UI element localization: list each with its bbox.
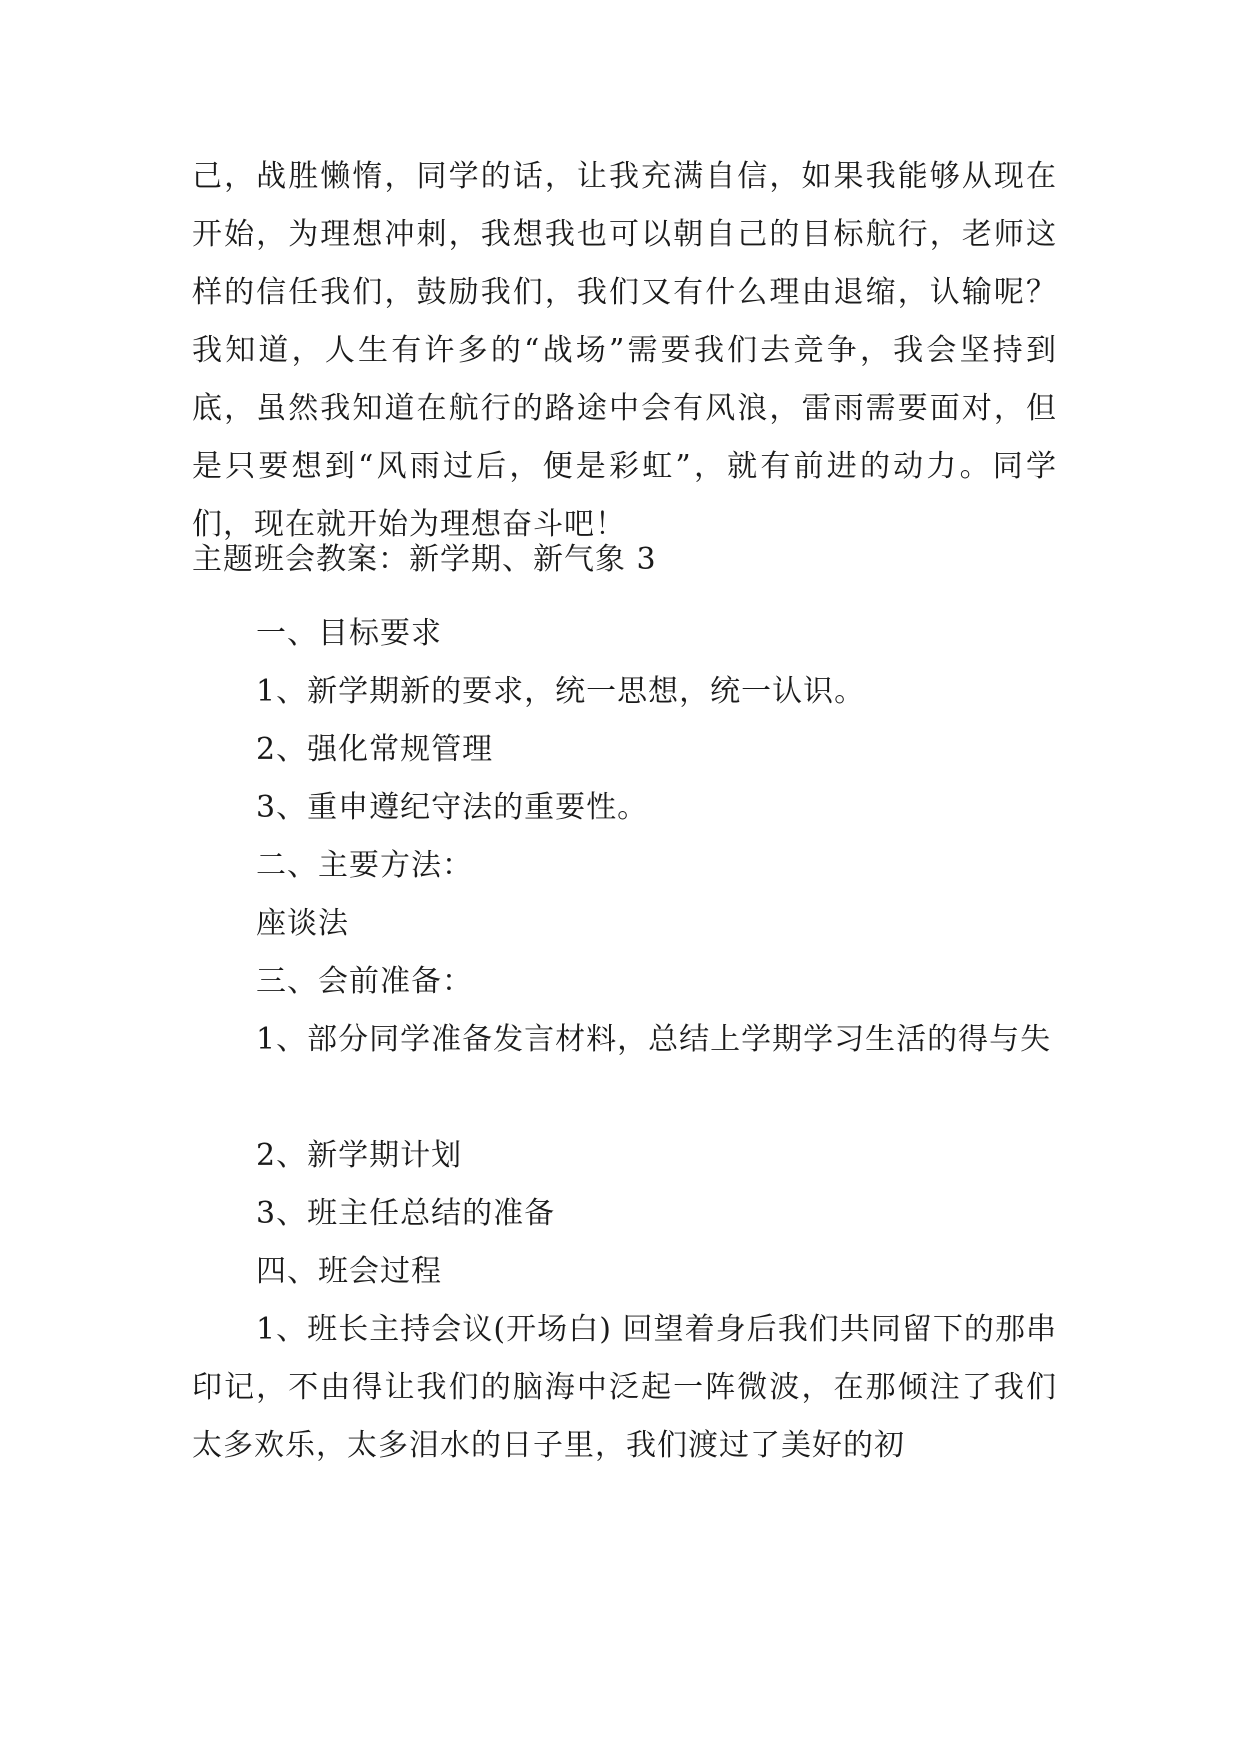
method-item: 座谈法 xyxy=(256,906,349,941)
heading-methods: 二、主要方法： xyxy=(256,848,473,883)
section-title: 主题班会教案：新学期、新气象 3 xyxy=(192,542,657,577)
heading-process: 四、班会过程 xyxy=(256,1254,442,1289)
preparation-item-1: 1、部分同学准备发言材料，总结上学期学习生活的得与失 xyxy=(256,1022,1052,1057)
objective-item-2: 2、强化常规管理 xyxy=(256,732,494,767)
heading-preparation: 三、会前准备： xyxy=(256,964,473,999)
preparation-item-2: 2、新学期计划 xyxy=(256,1138,463,1173)
preparation-item-3: 3、班主任总结的准备 xyxy=(256,1196,556,1231)
paragraph-opening: 己，战胜懒惰，同学的话，让我充满自信，如果我能够从现在开始，为理想冲刺，我想我也可以朝自己的目标航行，老师这样的信任我们，鼓励我们，我们又有什么理由退缩，认输呢？我知道，人生有许多的“战场”需要我们去竞争，我会坚持到底，虽然我知道在航行的路途中会有风浪，雷雨需要面对，但是只要想到“风雨过后，便是彩虹”，就有前进的动力。同学们，现在就开始为理想奋斗吧！ xyxy=(192,159,1057,542)
heading-objectives: 一、目标要求 xyxy=(256,616,442,651)
objective-item-3: 3、重申遵纪守法的重要性。 xyxy=(256,790,649,825)
process-item-1: 1、班长主持会议(开场白) 回望着身后我们共同留下的那串印记，不由得让我们的脑海中泛起一阵微波，在那倾注了我们太多欢乐，太多泪水的日子里，我们渡过了美好的初 xyxy=(192,1312,1057,1463)
objective-item-1: 1、新学期新的要求，统一思想，统一认识。 xyxy=(256,674,866,709)
